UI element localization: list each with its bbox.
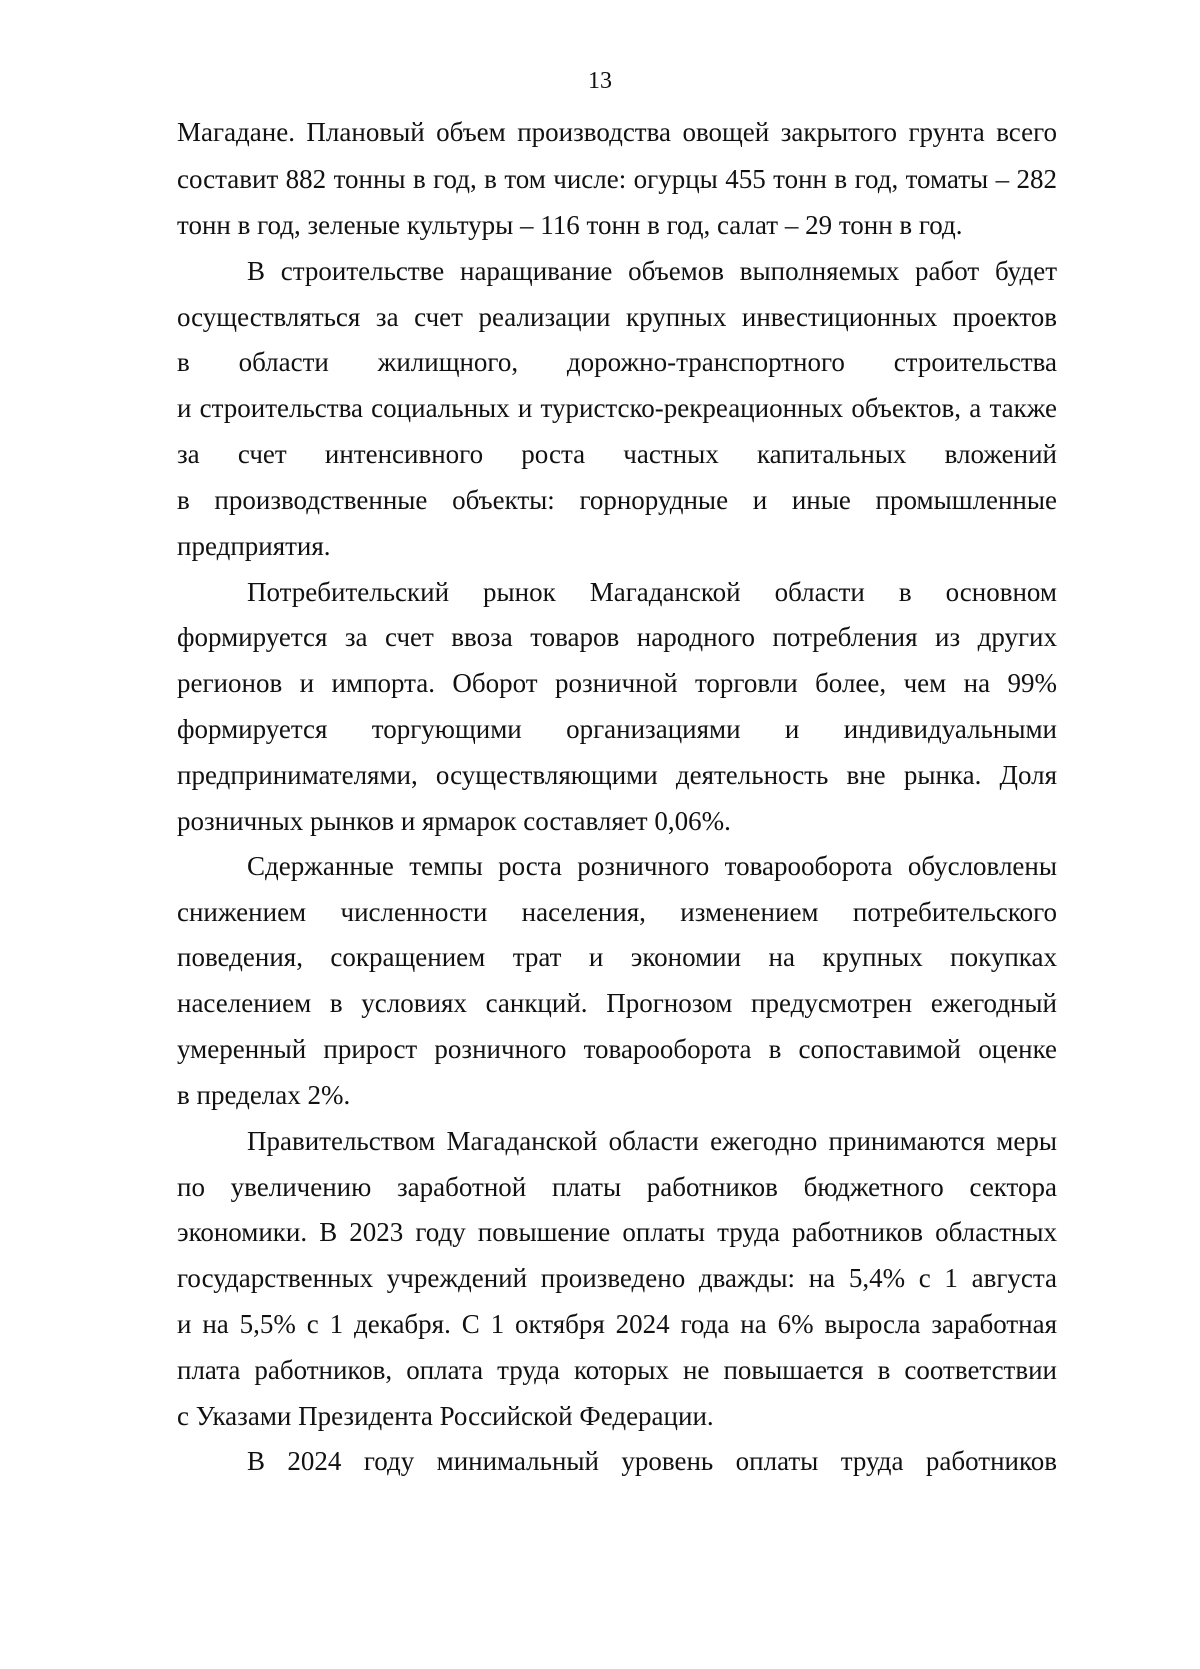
paragraph-line: составит 882 тонны в год, в том числе: огурцы 455 тонн в год, томаты – 282 — [177, 164, 1057, 194]
paragraph-line: В 2024 году минимальный уровень оплаты труда работников — [247, 1446, 1057, 1476]
paragraph-line: экономики. В 2023 году повышение оплаты труда работников областных — [177, 1217, 1057, 1247]
paragraph-line: снижением численности населения, изменением потребительского — [177, 897, 1057, 927]
paragraph-line: Сдержанные темпы роста розничного товарооборота обусловлены — [247, 851, 1057, 881]
paragraph-line: в пределах 2%. — [177, 1080, 351, 1110]
paragraph-line: с Указами Президента Российской Федерации. — [177, 1401, 714, 1431]
paragraph-line: за счет интенсивного роста частных капитальных вложений — [177, 439, 1057, 469]
paragraph-line: Потребительский рынок Магаданской области в основном — [247, 577, 1057, 607]
paragraph-line: в производственные объекты: горнорудные и иные промышленные — [177, 485, 1057, 515]
paragraph-line: по увеличению заработной платы работников бюджетного сектора — [177, 1172, 1057, 1202]
paragraph-line: регионов и импорта. Оборот розничной торговли более, чем на 99% — [177, 668, 1057, 698]
paragraph-line: населением в условиях санкций. Прогнозом предусмотрен ежегодный — [177, 988, 1057, 1018]
paragraph-line: поведения, сокращением трат и экономии на крупных покупках — [177, 942, 1057, 972]
paragraph-line: формируется за счет ввоза товаров народного потребления из других — [177, 622, 1057, 652]
paragraph-line: формируется торгующими организациями и индивидуальными — [177, 714, 1057, 744]
paragraph-line: осуществляться за счет реализации крупных инвестиционных проектов — [177, 302, 1057, 332]
paragraph-line: предпринимателями, осуществляющими деятельность вне рынка. Доля — [177, 760, 1057, 790]
paragraph-line: Магадане. Плановый объем производства овощей закрытого грунта всего — [177, 117, 1057, 147]
paragraph-line: Правительством Магаданской области ежегодно принимаются меры — [247, 1126, 1057, 1156]
paragraph-line: предприятия. — [177, 531, 331, 561]
paragraph-line: тонн в год, зеленые культуры – 116 тонн в год, салат – 29 тонн в год. — [177, 210, 963, 240]
paragraph-line: В строительстве наращивание объемов выполняемых работ будет — [247, 256, 1057, 286]
paragraph-line: плата работников, оплата труда которых не повышается в соответствии — [177, 1355, 1057, 1385]
paragraph-line: в области жилищного, дорожно-транспортного строительства — [177, 347, 1057, 377]
page-number: 13 — [588, 68, 612, 94]
paragraph-line: государственных учреждений произведено дважды: на 5,4% с 1 августа — [177, 1263, 1057, 1293]
paragraph-line: и строительства социальных и туристско-рекреационных объектов, а также — [177, 393, 1057, 423]
paragraph-line: розничных рынков и ярмарок составляет 0,06%. — [177, 806, 731, 836]
paragraph-line: умеренный прирост розничного товарооборота в сопоставимой оценке — [177, 1034, 1057, 1064]
paragraph-line: и на 5,5% с 1 декабря. С 1 октября 2024 года на 6% выросла заработная — [177, 1309, 1057, 1339]
